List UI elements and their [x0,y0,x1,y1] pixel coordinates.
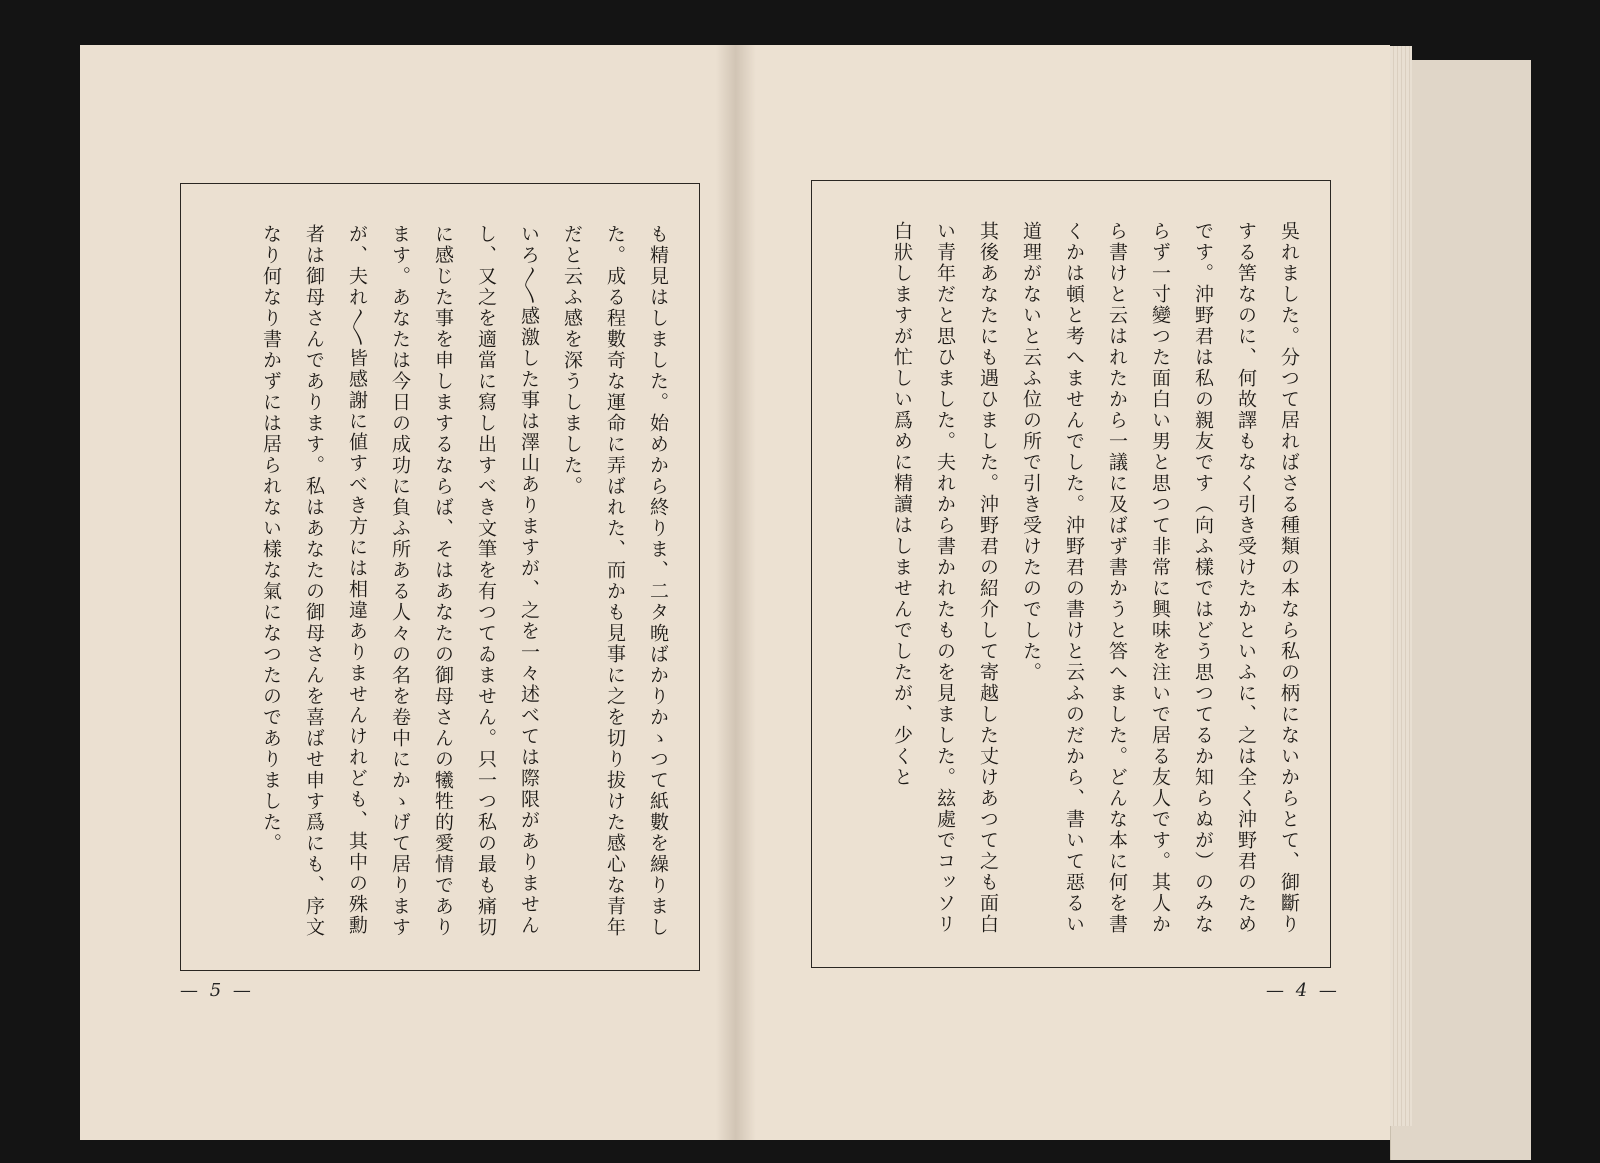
right-page-number: — 4 — [1266,980,1340,1001]
right-page-text-frame [811,180,1331,968]
left-page [80,45,736,1140]
left-page-number: — 5 — [180,980,254,1001]
left-page-text-frame [180,183,700,971]
book-gutter [716,45,756,1140]
left-page-body-text: も精見はしました。始めから終りま、二タ晩ばかりかゝつて紙數を繰りました。成る程數奇な運命に弄ばれた、而かも見事に之を切り拔けた感心な青年だと云ふ感を深うしました。 いろ〳〵感激した事は澤山ありますが、之を一々述べては際限がありませんし、又之を適當に寫し出すべき文筆を有つてゐません。只一つ私の最も痛切に感じた事を申しまするならば、そはあなたの御母さんの犧牲的愛情であります。あなたは今日の成功に負ふ所ある人々の名を卷中にかゝげて居りますが、夫れ〳〵皆感謝に値すべき方には相違ありませんけれども、其中の殊勳者は御母さんであります。私はあなたの御母さんを喜ばせ申す爲にも、序文なり何なり書かずには居られない樣な氣になつたのでありました。 [260,224,669,938]
open-book-spread [80,45,1390,1140]
right-page-body-text: 吳れました。分つて居ればさる種類の本なら私の柄にないからとて、御斷りする筈なのに、何故譯もなく引き受けたかといふに、之は全く沖野君のためです。沖野君は私の親友です（向ふ樣ではどう思つてるか知らぬが）のみならず一寸變つた面白い男と思つて非常に興味を注いで居る友人です。其人から書けと云はれたから一議に及ばず書かうと答へました。どんな本に何を書くかは頓と考へませんでした。沖野君の書けと云ふのだから、書いて惡るい道理がないと云ふ位の所で引き受けたのでした。 其後あなたにも遇ひました。沖野君の紹介して寄越した丈けあつて之も面白い青年だと思ひました。夫れから書かれたものを見ました。玆處でコッソリ白狀しますが忙しい爲めに精讀はしませんでしたが、少くと [891,221,1300,935]
right-page [736,45,1390,1140]
